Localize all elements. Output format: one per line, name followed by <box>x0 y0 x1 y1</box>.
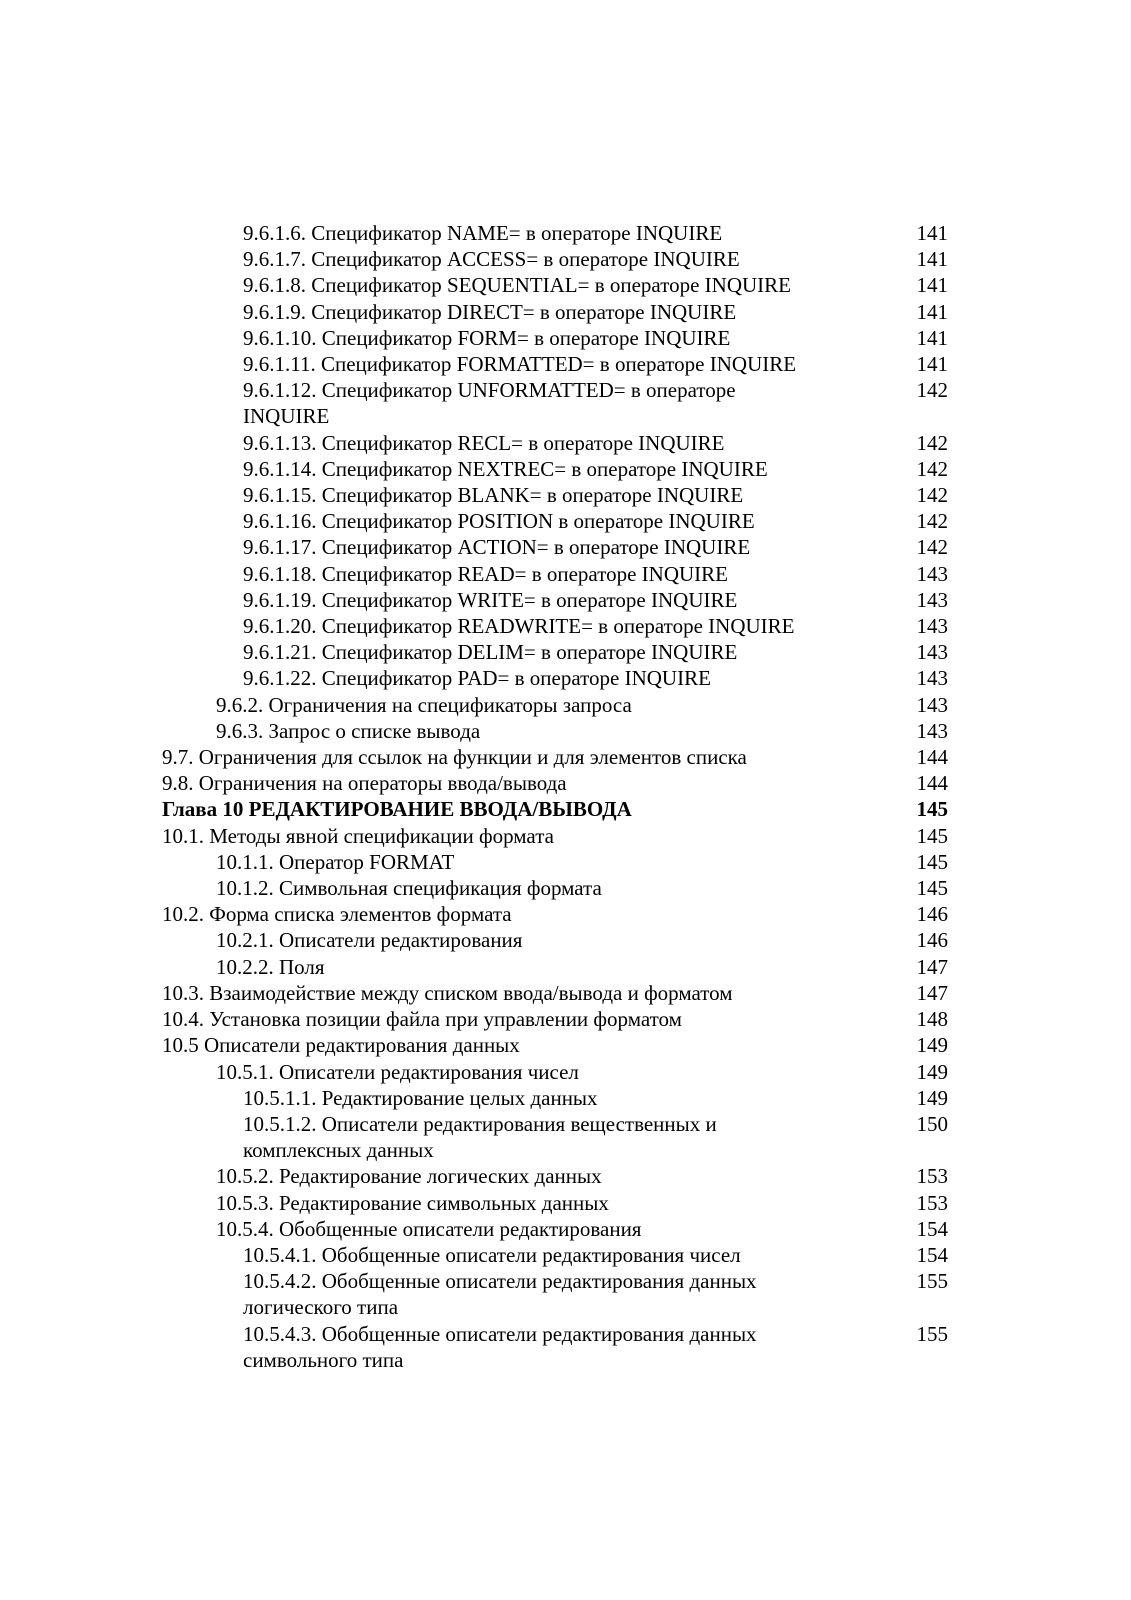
toc-entry <box>0 534 1131 560</box>
toc-entry <box>0 220 1131 246</box>
toc-entry-page: 143 <box>916 614 948 639</box>
toc-entry-title: 10.5.3. Редактирование символьных данных <box>216 1190 609 1215</box>
toc-entry-page: 143 <box>916 718 948 743</box>
toc-entry <box>0 692 1131 718</box>
toc-entry-page: 142 <box>916 535 948 560</box>
toc-entry-title: 9.6.1.22. Спецификатор PAD= в операторе INQUIRE <box>243 666 711 691</box>
toc-entry-title: 9.6.1.15. Спецификатор BLANK= в операторе INQUIRE <box>243 483 744 508</box>
toc-entry <box>0 508 1131 534</box>
toc-entry-title: 9.6.1.13. Спецификатор RECL= в операторе INQUIRE <box>243 430 725 455</box>
toc-entry-page: 149 <box>916 1059 948 1084</box>
toc-entry-title: 10.1.1. Оператор FORMAT <box>216 849 455 874</box>
toc-entry <box>0 1085 1131 1111</box>
toc-entry-title: 10.5.4.1. Обобщенные описатели редактирования чисел <box>243 1242 741 1267</box>
toc-entry-title: 9.6.1.18. Спецификатор READ= в операторе INQUIRE <box>243 561 728 586</box>
toc-entry <box>0 1006 1131 1032</box>
toc-entry-page: 154 <box>916 1216 948 1241</box>
toc-entry-page: 143 <box>916 640 948 665</box>
toc-entry <box>0 744 1131 770</box>
toc-entry <box>0 1190 1131 1216</box>
toc-entry-title: 10.2. Форма списка элементов формата <box>162 902 512 927</box>
toc-entry-title: 9.6.1.16. Спецификатор POSITION в операторе INQUIRE <box>243 509 755 534</box>
toc-entry-title: 9.6.1.7. Спецификатор ACCESS= в операторе INQUIRE <box>243 247 740 272</box>
toc-entry-page: 144 <box>916 745 948 770</box>
toc-entry-title: 9.6.1.6. Спецификатор NAME= в операторе INQUIRE <box>243 221 723 245</box>
toc-entry-page: 142 <box>916 456 948 481</box>
toc-entry <box>0 849 1131 875</box>
toc-entry-page: 145 <box>916 797 948 822</box>
toc-entry-title: Глава 10 РЕДАКТИРОВАНИЕ ВВОДА/ВЫВОДА <box>162 797 632 822</box>
toc-entry <box>0 1216 1131 1242</box>
toc-entry <box>0 927 1131 953</box>
table-of-contents <box>0 220 1131 1373</box>
toc-entry-title: 10.5.1. Описатели редактирования чисел <box>216 1059 579 1084</box>
toc-entry <box>0 1111 1131 1163</box>
toc-entry-page: 141 <box>916 299 948 324</box>
toc-entry-title: 9.6.1.11. Спецификатор FORMATTED= в операторе INQUIRE <box>243 352 797 377</box>
toc-entry-page: 141 <box>916 325 948 350</box>
toc-entry <box>0 1321 1131 1373</box>
toc-entry <box>0 561 1131 587</box>
toc-entry-title: 9.6.1.12. Спецификатор UNFORMATTED= в операторе INQUIRE <box>243 378 736 429</box>
toc-entry-page: 146 <box>916 902 948 927</box>
toc-entry-title: 10.2.1. Описатели редактирования <box>216 928 523 953</box>
toc-entry-page: 141 <box>916 352 948 377</box>
toc-entry-title: 9.6.1.21. Спецификатор DELIM= в операторе INQUIRE <box>243 640 738 665</box>
toc-entry <box>0 587 1131 613</box>
toc-entry-title: 10.5.1.1. Редактирование целых данных <box>243 1085 598 1110</box>
toc-entry-title: 9.6.1.10. Спецификатор FORM= в операторе INQUIRE <box>243 325 731 350</box>
toc-entry-page: 149 <box>916 1085 948 1110</box>
toc-entry-title: 10.5.4.2. Обобщенные описатели редактирования данных логического типа <box>243 1269 757 1320</box>
toc-entry <box>0 299 1131 325</box>
toc-entry-page: 145 <box>916 823 948 848</box>
toc-entry-title: 9.7. Ограничения для ссылок на функции и для элементов списка <box>162 745 747 770</box>
toc-entry-title: 9.6.1.14. Спецификатор NEXTREC= в операторе INQUIRE <box>243 456 768 481</box>
toc-entry-title: 10.3. Взаимодействие между списком ввода/вывода и форматом <box>162 980 733 1005</box>
toc-entry-title: 10.5.1.2. Описатели редактирования вещественных и комплексных данных <box>243 1111 717 1163</box>
toc-entry <box>0 665 1131 691</box>
toc-entry-title: 10.2.2. Поля <box>216 954 325 979</box>
toc-entry-title: 9.6.1.8. Спецификатор SEQUENTIAL= в операторе INQUIRE <box>243 273 791 298</box>
toc-entry-page: 142 <box>916 378 948 403</box>
toc-entry <box>0 1242 1131 1268</box>
toc-entry <box>0 1059 1131 1085</box>
toc-entry <box>0 823 1131 849</box>
toc-entry <box>0 901 1131 927</box>
toc-entry-page: 153 <box>916 1164 948 1189</box>
toc-entry-page: 141 <box>916 273 948 298</box>
toc-entry <box>0 325 1131 351</box>
toc-entry-page: 142 <box>916 430 948 455</box>
toc-entry-page: 149 <box>916 1033 948 1058</box>
toc-entry-page: 147 <box>916 954 948 979</box>
toc-entry <box>0 875 1131 901</box>
toc-entry-page: 153 <box>916 1190 948 1215</box>
toc-entry-title: 9.6.2. Ограничения на спецификаторы запроса <box>216 692 632 717</box>
toc-entry <box>0 639 1131 665</box>
toc-entry-page: 147 <box>916 980 948 1005</box>
toc-entry-page: 143 <box>916 666 948 691</box>
toc-entry-title: 10.4. Установка позиции файла при управлении форматом <box>162 1007 682 1032</box>
toc-entry-page: 143 <box>916 587 948 612</box>
toc-entry <box>0 718 1131 744</box>
toc-entry-page: 143 <box>916 561 948 586</box>
toc-entry <box>0 980 1131 1006</box>
toc-entry-title: 9.6.1.20. Спецификатор READWRITE= в операторе INQUIRE <box>243 614 795 639</box>
toc-entry-title: 9.6.3. Запрос о списке вывода <box>216 718 481 743</box>
toc-entry-title: 10.5.2. Редактирование логических данных <box>216 1164 602 1189</box>
toc-entry-title: 10.5.4.3. Обобщенные описатели редактирования данных символьного типа <box>243 1321 757 1372</box>
toc-entry-page: 145 <box>916 849 948 874</box>
toc-entry-page: 143 <box>916 692 948 717</box>
toc-entry <box>0 430 1131 456</box>
toc-entry-page: 141 <box>916 247 948 272</box>
toc-entry-page: 144 <box>916 771 948 796</box>
toc-entry-title: 9.6.1.17. Спецификатор ACTION= в операторе INQUIRE <box>243 535 751 560</box>
toc-chapter-heading <box>0 796 1131 822</box>
toc-entry-title: 9.6.1.9. Спецификатор DIRECT= в операторе INQUIRE <box>243 299 737 324</box>
toc-entry-title: 10.5 Описатели редактирования данных <box>162 1033 520 1058</box>
toc-entry-page: 141 <box>916 221 948 245</box>
toc-entry-page: 145 <box>916 876 948 901</box>
toc-entry-page: 150 <box>916 1111 948 1136</box>
toc-entry <box>0 770 1131 796</box>
toc-entry <box>0 482 1131 508</box>
toc-entry <box>0 456 1131 482</box>
toc-entry <box>0 954 1131 980</box>
toc-entry <box>0 613 1131 639</box>
toc-entry <box>0 272 1131 298</box>
toc-entry-page: 148 <box>916 1007 948 1032</box>
toc-entry-page: 155 <box>916 1269 948 1294</box>
toc-entry-title: 10.5.4. Обобщенные описатели редактирования <box>216 1216 642 1241</box>
toc-entry-title: 10.1. Методы явной спецификации формата <box>162 823 554 848</box>
toc-entry-title: 9.6.1.19. Спецификатор WRITE= в операторе INQUIRE <box>243 587 738 612</box>
toc-entry <box>0 1032 1131 1058</box>
toc-entry <box>0 1268 1131 1320</box>
toc-entry-page: 142 <box>916 483 948 508</box>
toc-entry <box>0 377 1131 429</box>
toc-entry <box>0 246 1131 272</box>
toc-entry-page: 155 <box>916 1321 948 1346</box>
toc-entry-title: 10.1.2. Символьная спецификация формата <box>216 876 602 901</box>
toc-entry-title: 9.8. Ограничения на операторы ввода/вывода <box>162 771 567 796</box>
toc-entry-page: 142 <box>916 509 948 534</box>
toc-entry-page: 154 <box>916 1242 948 1267</box>
toc-entry <box>0 351 1131 377</box>
toc-entry <box>0 1163 1131 1189</box>
toc-entry-page: 146 <box>916 928 948 953</box>
